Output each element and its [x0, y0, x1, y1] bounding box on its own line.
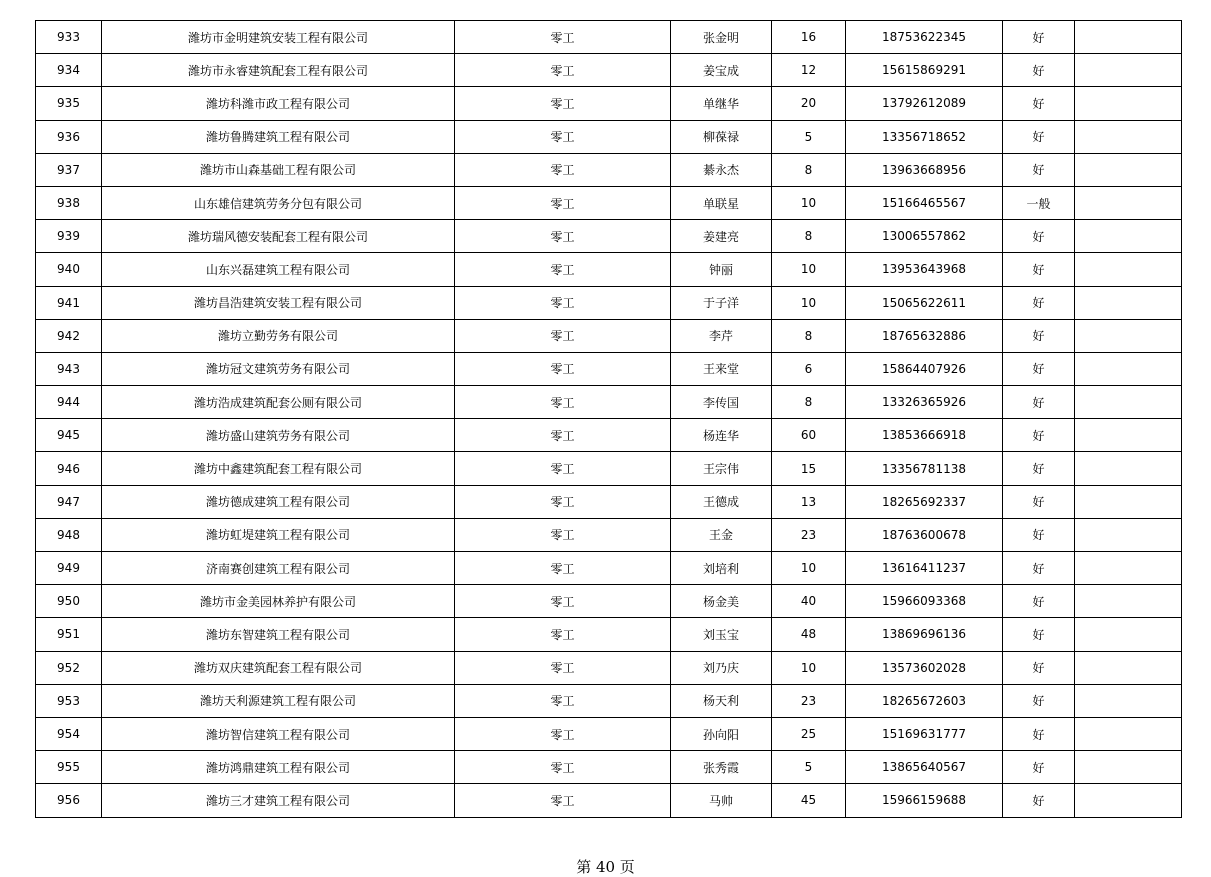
note-cell: [1075, 54, 1182, 87]
phone-cell: 15166465567: [846, 186, 1003, 219]
work-type-cell: 零工: [455, 717, 671, 750]
company-name-cell: 潍坊中鑫建筑配套工程有限公司: [102, 452, 455, 485]
note-cell: [1075, 419, 1182, 452]
rating-cell: 好: [1003, 286, 1075, 319]
contact-name-cell: 马帅: [671, 784, 772, 817]
phone-cell: 15966093368: [846, 585, 1003, 618]
rating-cell: 好: [1003, 618, 1075, 651]
worker-count-cell: 25: [772, 717, 846, 750]
rating-cell: 好: [1003, 319, 1075, 352]
table-row: [36, 485, 1182, 518]
row-number-cell: 950: [36, 585, 102, 618]
phone-cell: 13869696136: [846, 618, 1003, 651]
phone-cell: 18763600678: [846, 518, 1003, 551]
rating-cell: 好: [1003, 518, 1075, 551]
worker-count-cell: 6: [772, 352, 846, 385]
note-cell: [1075, 485, 1182, 518]
row-number-cell: 952: [36, 651, 102, 684]
row-number-cell: 944: [36, 386, 102, 419]
rating-cell: 好: [1003, 21, 1075, 54]
contact-name-cell: 张秀霞: [671, 751, 772, 784]
rating-cell: 好: [1003, 352, 1075, 385]
company-name-cell: 潍坊昌浩建筑安装工程有限公司: [102, 286, 455, 319]
row-number-cell: 941: [36, 286, 102, 319]
row-number-cell: 953: [36, 684, 102, 717]
work-type-cell: 零工: [455, 751, 671, 784]
row-number-cell: 942: [36, 319, 102, 352]
work-type-cell: 零工: [455, 352, 671, 385]
worker-count-cell: 8: [772, 386, 846, 419]
table-row: [36, 253, 1182, 286]
worker-count-cell: 8: [772, 220, 846, 253]
rating-cell: 好: [1003, 87, 1075, 120]
company-name-cell: 潍坊虹堤建筑工程有限公司: [102, 518, 455, 551]
worker-count-cell: 8: [772, 153, 846, 186]
rating-cell: 好: [1003, 751, 1075, 784]
table-row: [36, 54, 1182, 87]
row-number-cell: 943: [36, 352, 102, 385]
rating-cell: 好: [1003, 120, 1075, 153]
note-cell: [1075, 286, 1182, 319]
contact-name-cell: 王来堂: [671, 352, 772, 385]
note-cell: [1075, 87, 1182, 120]
contact-name-cell: 杨天利: [671, 684, 772, 717]
row-number-cell: 940: [36, 253, 102, 286]
work-type-cell: 零工: [455, 585, 671, 618]
note-cell: [1075, 784, 1182, 817]
row-number-cell: 946: [36, 452, 102, 485]
note-cell: [1075, 186, 1182, 219]
worker-count-cell: 15: [772, 452, 846, 485]
worker-count-cell: 8: [772, 319, 846, 352]
note-cell: [1075, 518, 1182, 551]
contact-name-cell: 李传国: [671, 386, 772, 419]
row-number-cell: 934: [36, 54, 102, 87]
worker-count-cell: 16: [772, 21, 846, 54]
work-type-cell: 零工: [455, 784, 671, 817]
table-row: [36, 618, 1182, 651]
work-type-cell: 零工: [455, 186, 671, 219]
note-cell: [1075, 386, 1182, 419]
contact-name-cell: 钟丽: [671, 253, 772, 286]
work-type-cell: 零工: [455, 684, 671, 717]
work-type-cell: 零工: [455, 518, 671, 551]
table-row: [36, 552, 1182, 585]
company-name-cell: 潍坊冠文建筑劳务有限公司: [102, 352, 455, 385]
rating-cell: 好: [1003, 153, 1075, 186]
company-name-cell: 潍坊市山森基础工程有限公司: [102, 153, 455, 186]
table-row: [36, 87, 1182, 120]
worker-count-cell: 23: [772, 684, 846, 717]
worker-count-cell: 60: [772, 419, 846, 452]
note-cell: [1075, 120, 1182, 153]
row-number-cell: 949: [36, 552, 102, 585]
note-cell: [1075, 751, 1182, 784]
company-name-cell: 潍坊智信建筑工程有限公司: [102, 717, 455, 750]
table-row: [36, 684, 1182, 717]
work-type-cell: 零工: [455, 319, 671, 352]
company-name-cell: 潍坊德成建筑工程有限公司: [102, 485, 455, 518]
row-number-cell: 939: [36, 220, 102, 253]
company-name-cell: 潍坊浩成建筑配套公厕有限公司: [102, 386, 455, 419]
rating-cell: 好: [1003, 552, 1075, 585]
row-number-cell: 945: [36, 419, 102, 452]
company-name-cell: 潍坊科潍市政工程有限公司: [102, 87, 455, 120]
worker-count-cell: 20: [772, 87, 846, 120]
work-type-cell: 零工: [455, 419, 671, 452]
row-number-cell: 948: [36, 518, 102, 551]
phone-cell: 18265692337: [846, 485, 1003, 518]
company-name-cell: 山东雄信建筑劳务分包有限公司: [102, 186, 455, 219]
phone-cell: 13953643968: [846, 253, 1003, 286]
contact-name-cell: 于子洋: [671, 286, 772, 319]
work-type-cell: 零工: [455, 54, 671, 87]
phone-cell: 13853666918: [846, 419, 1003, 452]
rating-cell: 好: [1003, 485, 1075, 518]
table-row: [36, 186, 1182, 219]
work-type-cell: 零工: [455, 618, 671, 651]
worker-count-cell: 12: [772, 54, 846, 87]
work-type-cell: 零工: [455, 552, 671, 585]
work-type-cell: 零工: [455, 651, 671, 684]
note-cell: [1075, 220, 1182, 253]
rating-cell: 一般: [1003, 186, 1075, 219]
row-number-cell: 936: [36, 120, 102, 153]
company-name-cell: 潍坊市金美园林养护有限公司: [102, 585, 455, 618]
phone-cell: 13616411237: [846, 552, 1003, 585]
worker-count-cell: 10: [772, 186, 846, 219]
company-name-cell: 潍坊鲁腾建筑工程有限公司: [102, 120, 455, 153]
note-cell: [1075, 684, 1182, 717]
table-row: [36, 153, 1182, 186]
phone-cell: 13006557862: [846, 220, 1003, 253]
contact-name-cell: 刘培利: [671, 552, 772, 585]
contact-name-cell: 杨金美: [671, 585, 772, 618]
worker-count-cell: 10: [772, 253, 846, 286]
phone-cell: 15065622611: [846, 286, 1003, 319]
phone-cell: 13356781138: [846, 452, 1003, 485]
contact-name-cell: 姜建亮: [671, 220, 772, 253]
phone-cell: 18753622345: [846, 21, 1003, 54]
company-name-cell: 潍坊天利源建筑工程有限公司: [102, 684, 455, 717]
note-cell: [1075, 717, 1182, 750]
contact-name-cell: 王宗伟: [671, 452, 772, 485]
contact-name-cell: 刘乃庆: [671, 651, 772, 684]
table-row: [36, 717, 1182, 750]
row-number-cell: 933: [36, 21, 102, 54]
table-row: [36, 419, 1182, 452]
table-row: [36, 21, 1182, 54]
rating-cell: 好: [1003, 717, 1075, 750]
rating-cell: 好: [1003, 253, 1075, 286]
rating-cell: 好: [1003, 651, 1075, 684]
company-name-cell: 潍坊东智建筑工程有限公司: [102, 618, 455, 651]
table-row: [36, 386, 1182, 419]
table-row: [36, 220, 1182, 253]
table-row: [36, 452, 1182, 485]
contact-name-cell: 单继华: [671, 87, 772, 120]
table-row: [36, 120, 1182, 153]
work-type-cell: 零工: [455, 253, 671, 286]
phone-cell: 18765632886: [846, 319, 1003, 352]
phone-cell: 15615869291: [846, 54, 1003, 87]
company-name-cell: 潍坊双庆建筑配套工程有限公司: [102, 651, 455, 684]
company-name-cell: 潍坊瑞风德安装配套工程有限公司: [102, 220, 455, 253]
work-type-cell: 零工: [455, 21, 671, 54]
row-number-cell: 935: [36, 87, 102, 120]
note-cell: [1075, 552, 1182, 585]
company-name-cell: 济南赛创建筑工程有限公司: [102, 552, 455, 585]
note-cell: [1075, 585, 1182, 618]
note-cell: [1075, 319, 1182, 352]
note-cell: [1075, 452, 1182, 485]
contact-name-cell: 李芹: [671, 319, 772, 352]
rating-cell: 好: [1003, 220, 1075, 253]
company-name-cell: 潍坊鸿鼎建筑工程有限公司: [102, 751, 455, 784]
worker-count-cell: 5: [772, 751, 846, 784]
note-cell: [1075, 253, 1182, 286]
contact-name-cell: 王金: [671, 518, 772, 551]
phone-cell: 18265672603: [846, 684, 1003, 717]
company-name-cell: 潍坊三才建筑工程有限公司: [102, 784, 455, 817]
work-type-cell: 零工: [455, 87, 671, 120]
row-number-cell: 956: [36, 784, 102, 817]
worker-count-cell: 48: [772, 618, 846, 651]
table-row: [36, 319, 1182, 352]
rating-cell: 好: [1003, 419, 1075, 452]
phone-cell: 13792612089: [846, 87, 1003, 120]
contact-name-cell: 孙向阳: [671, 717, 772, 750]
worker-count-cell: 5: [772, 120, 846, 153]
company-name-cell: 潍坊立勤劳务有限公司: [102, 319, 455, 352]
rating-cell: 好: [1003, 452, 1075, 485]
row-number-cell: 951: [36, 618, 102, 651]
company-table: [35, 20, 1182, 818]
row-number-cell: 937: [36, 153, 102, 186]
phone-cell: 15966159688: [846, 784, 1003, 817]
row-number-cell: 947: [36, 485, 102, 518]
worker-count-cell: 10: [772, 552, 846, 585]
worker-count-cell: 13: [772, 485, 846, 518]
contact-name-cell: 柳葆禄: [671, 120, 772, 153]
phone-cell: 13865640567: [846, 751, 1003, 784]
worker-count-cell: 40: [772, 585, 846, 618]
company-name-cell: 山东兴磊建筑工程有限公司: [102, 253, 455, 286]
phone-cell: 13573602028: [846, 651, 1003, 684]
rating-cell: 好: [1003, 386, 1075, 419]
table-body: [36, 21, 1182, 818]
table-row: [36, 352, 1182, 385]
work-type-cell: 零工: [455, 286, 671, 319]
phone-cell: 13326365926: [846, 386, 1003, 419]
worker-count-cell: 45: [772, 784, 846, 817]
row-number-cell: 938: [36, 186, 102, 219]
worker-count-cell: 23: [772, 518, 846, 551]
work-type-cell: 零工: [455, 386, 671, 419]
contact-name-cell: 杨连华: [671, 419, 772, 452]
phone-cell: 15169631777: [846, 717, 1003, 750]
work-type-cell: 零工: [455, 485, 671, 518]
company-name-cell: 潍坊市永睿建筑配套工程有限公司: [102, 54, 455, 87]
phone-cell: 15864407926: [846, 352, 1003, 385]
work-type-cell: 零工: [455, 120, 671, 153]
table-row: [36, 751, 1182, 784]
worker-count-cell: 10: [772, 651, 846, 684]
page-number: 第 40 页: [576, 858, 635, 876]
company-name-cell: 潍坊市金明建筑安装工程有限公司: [102, 21, 455, 54]
table-row: [36, 784, 1182, 817]
rating-cell: 好: [1003, 684, 1075, 717]
rating-cell: 好: [1003, 585, 1075, 618]
work-type-cell: 零工: [455, 153, 671, 186]
worker-count-cell: 10: [772, 286, 846, 319]
contact-name-cell: 刘玉宝: [671, 618, 772, 651]
note-cell: [1075, 651, 1182, 684]
phone-cell: 13356718652: [846, 120, 1003, 153]
contact-name-cell: 单联星: [671, 186, 772, 219]
contact-name-cell: 綦永杰: [671, 153, 772, 186]
table-row: [36, 651, 1182, 684]
work-type-cell: 零工: [455, 452, 671, 485]
note-cell: [1075, 352, 1182, 385]
note-cell: [1075, 153, 1182, 186]
row-number-cell: 954: [36, 717, 102, 750]
company-name-cell: 潍坊盛山建筑劳务有限公司: [102, 419, 455, 452]
note-cell: [1075, 21, 1182, 54]
table-row: [36, 286, 1182, 319]
table-row: [36, 518, 1182, 551]
row-number-cell: 955: [36, 751, 102, 784]
note-cell: [1075, 618, 1182, 651]
rating-cell: 好: [1003, 784, 1075, 817]
contact-name-cell: 张金明: [671, 21, 772, 54]
phone-cell: 13963668956: [846, 153, 1003, 186]
work-type-cell: 零工: [455, 220, 671, 253]
contact-name-cell: 姜宝成: [671, 54, 772, 87]
rating-cell: 好: [1003, 54, 1075, 87]
table-row: [36, 585, 1182, 618]
contact-name-cell: 王德成: [671, 485, 772, 518]
